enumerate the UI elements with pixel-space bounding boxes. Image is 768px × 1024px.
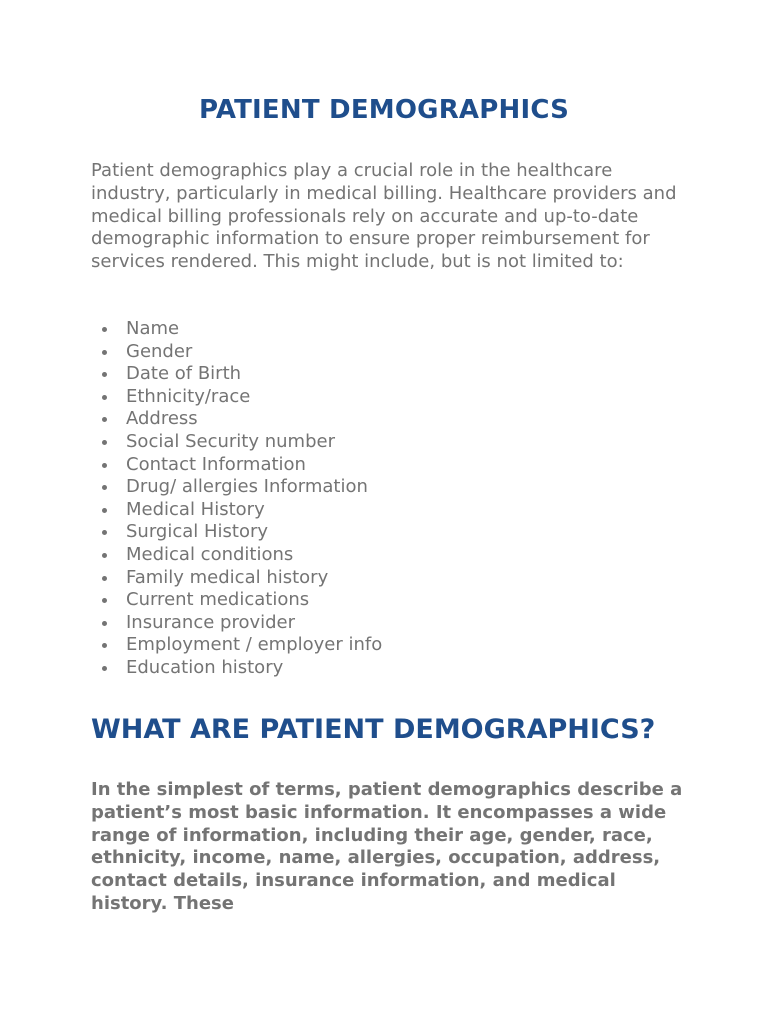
list-item [91,657,651,680]
list-item [91,589,651,612]
list-item [91,408,651,431]
bullet-icon [102,485,107,490]
list-item-text: Social Security number [126,430,335,452]
bullet-icon [102,621,107,626]
list-item [91,567,651,590]
list-item-text: Address [126,408,198,430]
list-item [91,634,651,657]
list-item-text: Surgical History [126,521,269,543]
bullet-icon [102,553,107,558]
bullet-icon [102,350,107,355]
list-item-text: Name [126,318,180,339]
bullet-icon [102,417,107,422]
list-item-text: Date of Birth [126,363,242,385]
list-item-text: Employment / employer info [126,634,383,656]
list-item-text: Gender [126,340,193,362]
bullet-icon [102,440,107,445]
list-item-text: Drug/ allergies Information [126,476,368,498]
list-item [91,363,651,386]
bullet-icon [102,643,107,648]
list-item-text: Ethnicity/race [126,385,251,407]
list-item [91,454,651,477]
bullet-icon [102,530,107,535]
bullet-icon [102,372,107,377]
list-item [91,386,651,409]
list-item-text: Education history [126,656,284,678]
list-item-text: Contact Information [126,453,306,475]
list-item [91,431,651,454]
section-paragraph: In the simplest of terms, patient demographics describe a patient’s most basic information. It encompasses a wide range of information, including their age, gender, race, ethnicity, income, name, allergies, occupation, address, contact details, insurance information, and medical history. These [91,779,683,914]
bullet-icon [102,576,107,581]
demographics-list [91,318,651,680]
bullet-icon [102,327,107,332]
bullet-icon [102,666,107,671]
bullet-icon [102,463,107,468]
section-heading: WHAT ARE PATIENT DEMOGRAPHICS? [91,714,656,745]
list-item-text: Medical conditions [126,543,294,565]
list-item [91,544,651,567]
list-item [91,476,651,499]
list-item-text: Insurance provider [126,611,296,633]
list-item [91,612,651,635]
bullet-icon [102,598,107,603]
list-item-text: Current medications [126,589,310,611]
list-item [91,521,651,544]
list-item [91,341,651,364]
page-title: PATIENT DEMOGRAPHICS [198,95,570,125]
intro-paragraph: Patient demographics play a crucial role in the healthcare industry, particularly in medical billing. Healthcare providers and medical billing professionals rely on accurate and up-to-date demographic information to ensure proper reimbursement for services rendered. This might include, but is not limited to: [91,160,677,273]
list-item [91,318,651,341]
list-item-text: Family medical history [126,566,329,588]
bullet-icon [102,395,107,400]
list-item [91,499,651,522]
bullet-icon [102,508,107,513]
list-item-text: Medical History [126,498,265,520]
